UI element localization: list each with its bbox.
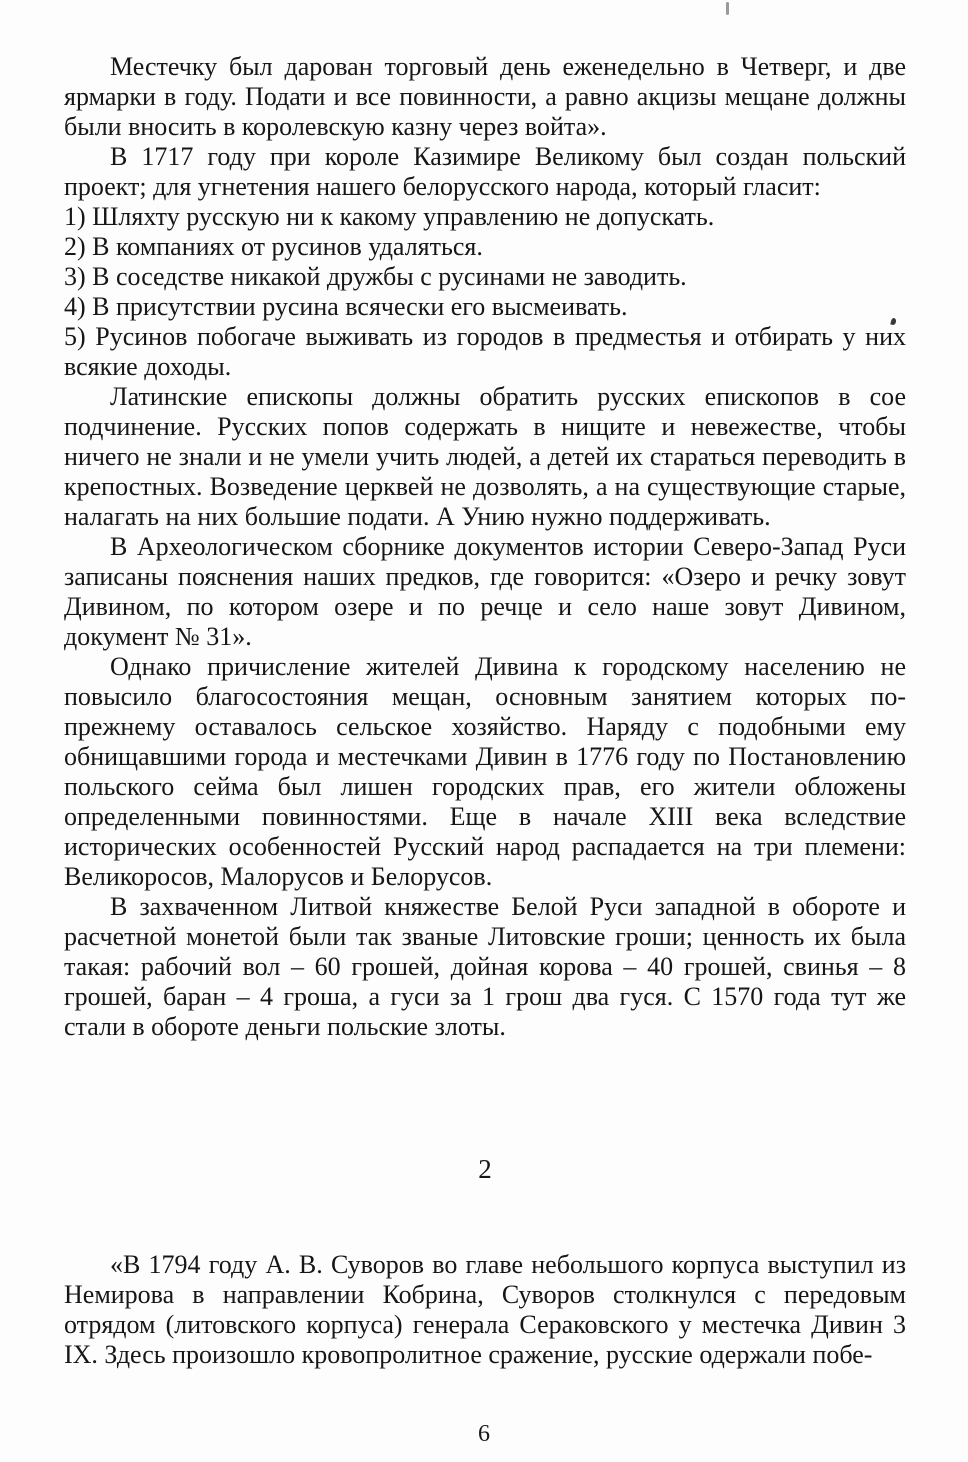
page-number: 6 xyxy=(478,1421,490,1447)
paragraph-market-day: Местечку был дарован торговый день еженедельно в Четверг, и две ярмарки в году. Подати и все повинности, а равно акцизы мещане должны были вносить в королевскую казну через войта». xyxy=(64,52,906,141)
paragraph-suvorov-1794: «В 1794 году А. В. Суворов во главе небольшого корпуса выступил из Немирова в направлении Кобрина, Суворов столкнулся с передовым отрядом (литовского корпуса) генерала Сераковского у местечка Дивин 3 IX. Здесь произошло кровопролитное сражение, русские одержали побе- xyxy=(64,1250,906,1369)
list-item-4: 4) В присутствии русина всячески его высмеивать. xyxy=(64,292,628,321)
list-item-3: 3) В соседстве никакой дружбы с русинами не заводить. xyxy=(64,262,687,291)
section-number: 2 xyxy=(478,1154,492,1184)
list-item-1: 1) Шляхту русскую ни к какому управлению не допускать. xyxy=(64,202,715,231)
paragraph-latin-bishops: Латинские епископы должны обратить русских епископов в сое подчинение. Русских попов содержать в нищите и невежестве, чтобы ничего не знали и не умели учить людей, а детей их стараться переводить в крепостных. Возведение церквей не дозволять, а на существующие старые, налагать на них большие подати. А Унию нужно поддерживать. xyxy=(64,382,906,531)
numbered-list xyxy=(64,202,906,382)
list-item-5: 5) Русинов побогаче выживать из городов в предместья и отбирать у них всякие доходы. xyxy=(64,322,906,381)
paragraph-archeological-collection: В Археологическом сборнике документов истории Северо-Запад Руси записаны пояснения наших предков, где говорится: «Озеро и речку зовут Дивином, по котором озере и по речце и село наше зовут Дивином, документ № 31». xyxy=(64,532,906,651)
paragraph-lithuanian-groschen: В захваченном Литвой княжестве Белой Руси западной в обороте и расчетной монетой были так званые Литовские гроши; ценность их была такая: рабочий вол – 60 грошей, дойная корова – 40 грошей, свинья – 8 грошей, баран – 4 гроша, а гуси за 1 грош два гуся. С 1570 года тут же стали в обороте деньги польские злоты. xyxy=(64,892,906,1041)
paragraph-divin-townspeople: Однако причисление жителей Дивина к городскому населению не повысило благосостояния мещан, основным занятием которых по-прежнему оставалось сельское хозяйство. Наряду с подобными ему обнищавшими города и местечками Дивин в 1776 году по Постановлению польского сейма был лишен городских прав, его жители обложены определенными повинностями. Еще в начале XIII века вследствие исторических особенностей Русский народ распадается на три племени: Великоросов, Малорусов и Белорусов. xyxy=(64,652,906,891)
scan-speck-icon xyxy=(726,2,729,15)
list-item-2: 2) В компаниях от русинов удаляться. xyxy=(64,232,483,261)
document-text-block xyxy=(64,52,906,1370)
paragraph-1717-project: В 1717 году при короле Казимире Великому был создан польский проект; для угнетения нашего белорусского народа, который гласит: xyxy=(64,142,906,201)
